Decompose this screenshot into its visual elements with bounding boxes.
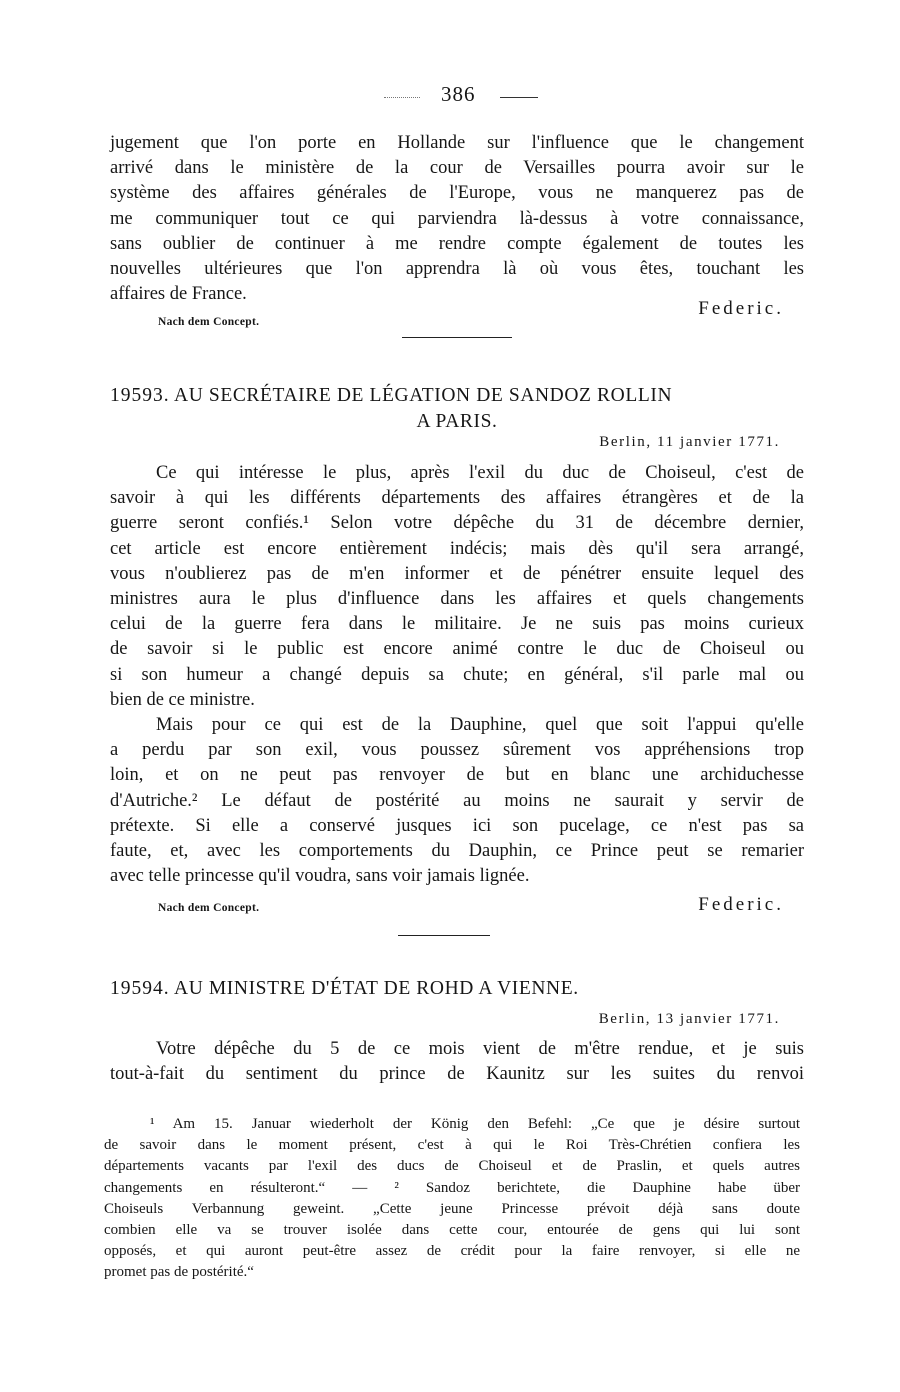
continuation-text — [110, 131, 804, 307]
text-line: nouvelles ultérieures que l'on apprendra là où vous êtes, touchant les — [110, 259, 804, 280]
footnote-line: ¹ Am 15. Januar wiederholt der König den Befehl: „Ce que je désire surtout — [150, 1116, 800, 1132]
text-line: avec telle princesse qu'il voudra, sans voir jamais lignée. — [110, 866, 530, 887]
text-line: bien de ce ministre. — [110, 689, 255, 710]
text-line: sans oublier de continuer à me rendre compte également de toutes les — [110, 233, 804, 254]
letter-number: 19593. — [110, 385, 170, 406]
text-line: savoir à qui les différents départements des affaires étrangères et de la — [110, 488, 804, 509]
text-line: système des affaires générales de l'Europe, vous ne manquerez pas de — [110, 183, 804, 204]
text-line: affaires de France. — [110, 284, 247, 305]
footnote-line: départements vacants par l'exil des ducs de Choiseul et de Praslin, et quels autres — [104, 1158, 800, 1175]
header-dotted-rule — [384, 97, 420, 98]
text-line: me communiquer tout ce qui parviendra là-dessus à votre connaissance, — [110, 208, 804, 229]
signature: Federic. — [698, 298, 784, 319]
text-line: Mais pour ce qui est de la Dauphine, quel que soit l'appui qu'elle — [156, 715, 804, 736]
text-line: de savoir si le public est encore animé contre le duc de Choiseul ou — [110, 639, 804, 660]
footnote-line: Choiseuls Verbannung geweint. „Cette jeune Princesse prévoit déjà sans doute — [104, 1200, 800, 1217]
letter-date: Berlin, 11 janvier 1771. — [599, 434, 780, 450]
footnote-line: promet pas de postérité.“ — [104, 1264, 254, 1281]
text-line: vous n'oublierez pas de m'en informer et de pénétrer ensuite lequel des — [110, 563, 804, 584]
source-note: Nach dem Concept. — [158, 902, 260, 914]
header-rule — [500, 97, 538, 98]
letter-title: AU MINISTRE D'ÉTAT DE ROHD A VIENNE. — [174, 978, 579, 999]
letter-heading — [110, 383, 804, 435]
page-header — [0, 82, 900, 108]
source-note: Nach dem Concept. — [158, 316, 260, 328]
page-number: 386 — [441, 82, 476, 106]
letter-number: 19594. — [110, 978, 170, 999]
letter-title-line2: A PARIS. — [416, 411, 498, 432]
signature: Federic. — [698, 894, 784, 915]
footnote-line: de savoir dans le moment présent, c'est à qui le Roi Très-Chrétien confiera les — [104, 1137, 800, 1154]
footnote-line: opposés, et qui auront peut-être assez de crédit pour la faire renvoyer, si elle ne — [104, 1243, 800, 1260]
footnotes — [104, 1114, 800, 1284]
footnote-line: combien elle va se trouver isolée dans cette cour, entourée de gens qui lui sont — [104, 1222, 800, 1239]
text-line: tout-à-fait du sentiment du prince de Kaunitz sur les suites du renvoi — [110, 1064, 804, 1085]
letter-heading — [110, 976, 804, 1002]
text-line: a perdu par son exil, vous poussez sûrement vos appréhensions trop — [110, 740, 804, 761]
letter-date: Berlin, 13 janvier 1771. — [598, 1011, 780, 1027]
text-line: si son humeur a changé depuis sa chute; en général, s'il parle mal ou — [110, 664, 804, 685]
text-line: d'Autriche.² Le défaut de postérité au moins ne saurait y servir de — [110, 790, 804, 811]
section-divider — [398, 935, 490, 936]
text-line: cet article est encore entièrement indécis; mais dès qu'il sera arrangé, — [110, 538, 804, 559]
footnote-line: changements en résulteront.“ — ² Sandoz berichtete, die Dauphine habe über — [104, 1179, 800, 1196]
text-line: faute, et, avec les comportements du Dauphin, ce Prince peut se remarier — [110, 841, 804, 862]
text-line: ministres aura le plus d'influence dans les affaires et quels changements — [110, 589, 804, 610]
text-line: Votre dépêche du 5 de ce mois vient de m'être rendue, et je suis — [156, 1039, 804, 1059]
text-line: guerre seront confiés.¹ Selon votre dépêche du 31 de décembre dernier, — [110, 513, 804, 534]
letter-title: AU SECRÉTAIRE DE LÉGATION DE SANDOZ ROLLIN — [174, 385, 673, 406]
text-line: celui de la guerre fera dans le militaire. Je ne suis pas moins curieux — [110, 614, 804, 635]
letter-body — [110, 1037, 804, 1087]
text-line: jugement que l'on porte en Hollande sur l'influence que le changement — [110, 133, 804, 153]
text-line: loin, et on ne peut pas renvoyer de but en blanc une archiduchesse — [110, 765, 804, 786]
text-line: prétexte. Si elle a conservé jusques ici son pucelage, ce n'est pas sa — [110, 815, 804, 836]
letter-closing — [110, 894, 804, 924]
section-divider — [402, 337, 512, 338]
text-line: arrivé dans le ministère de la cour de Versailles pourra avoir sur le — [110, 158, 804, 179]
letter-body — [110, 461, 804, 889]
continuation-closing — [110, 298, 804, 334]
text-line: Ce qui intéresse le plus, après l'exil du duc de Choiseul, c'est de — [156, 463, 804, 483]
